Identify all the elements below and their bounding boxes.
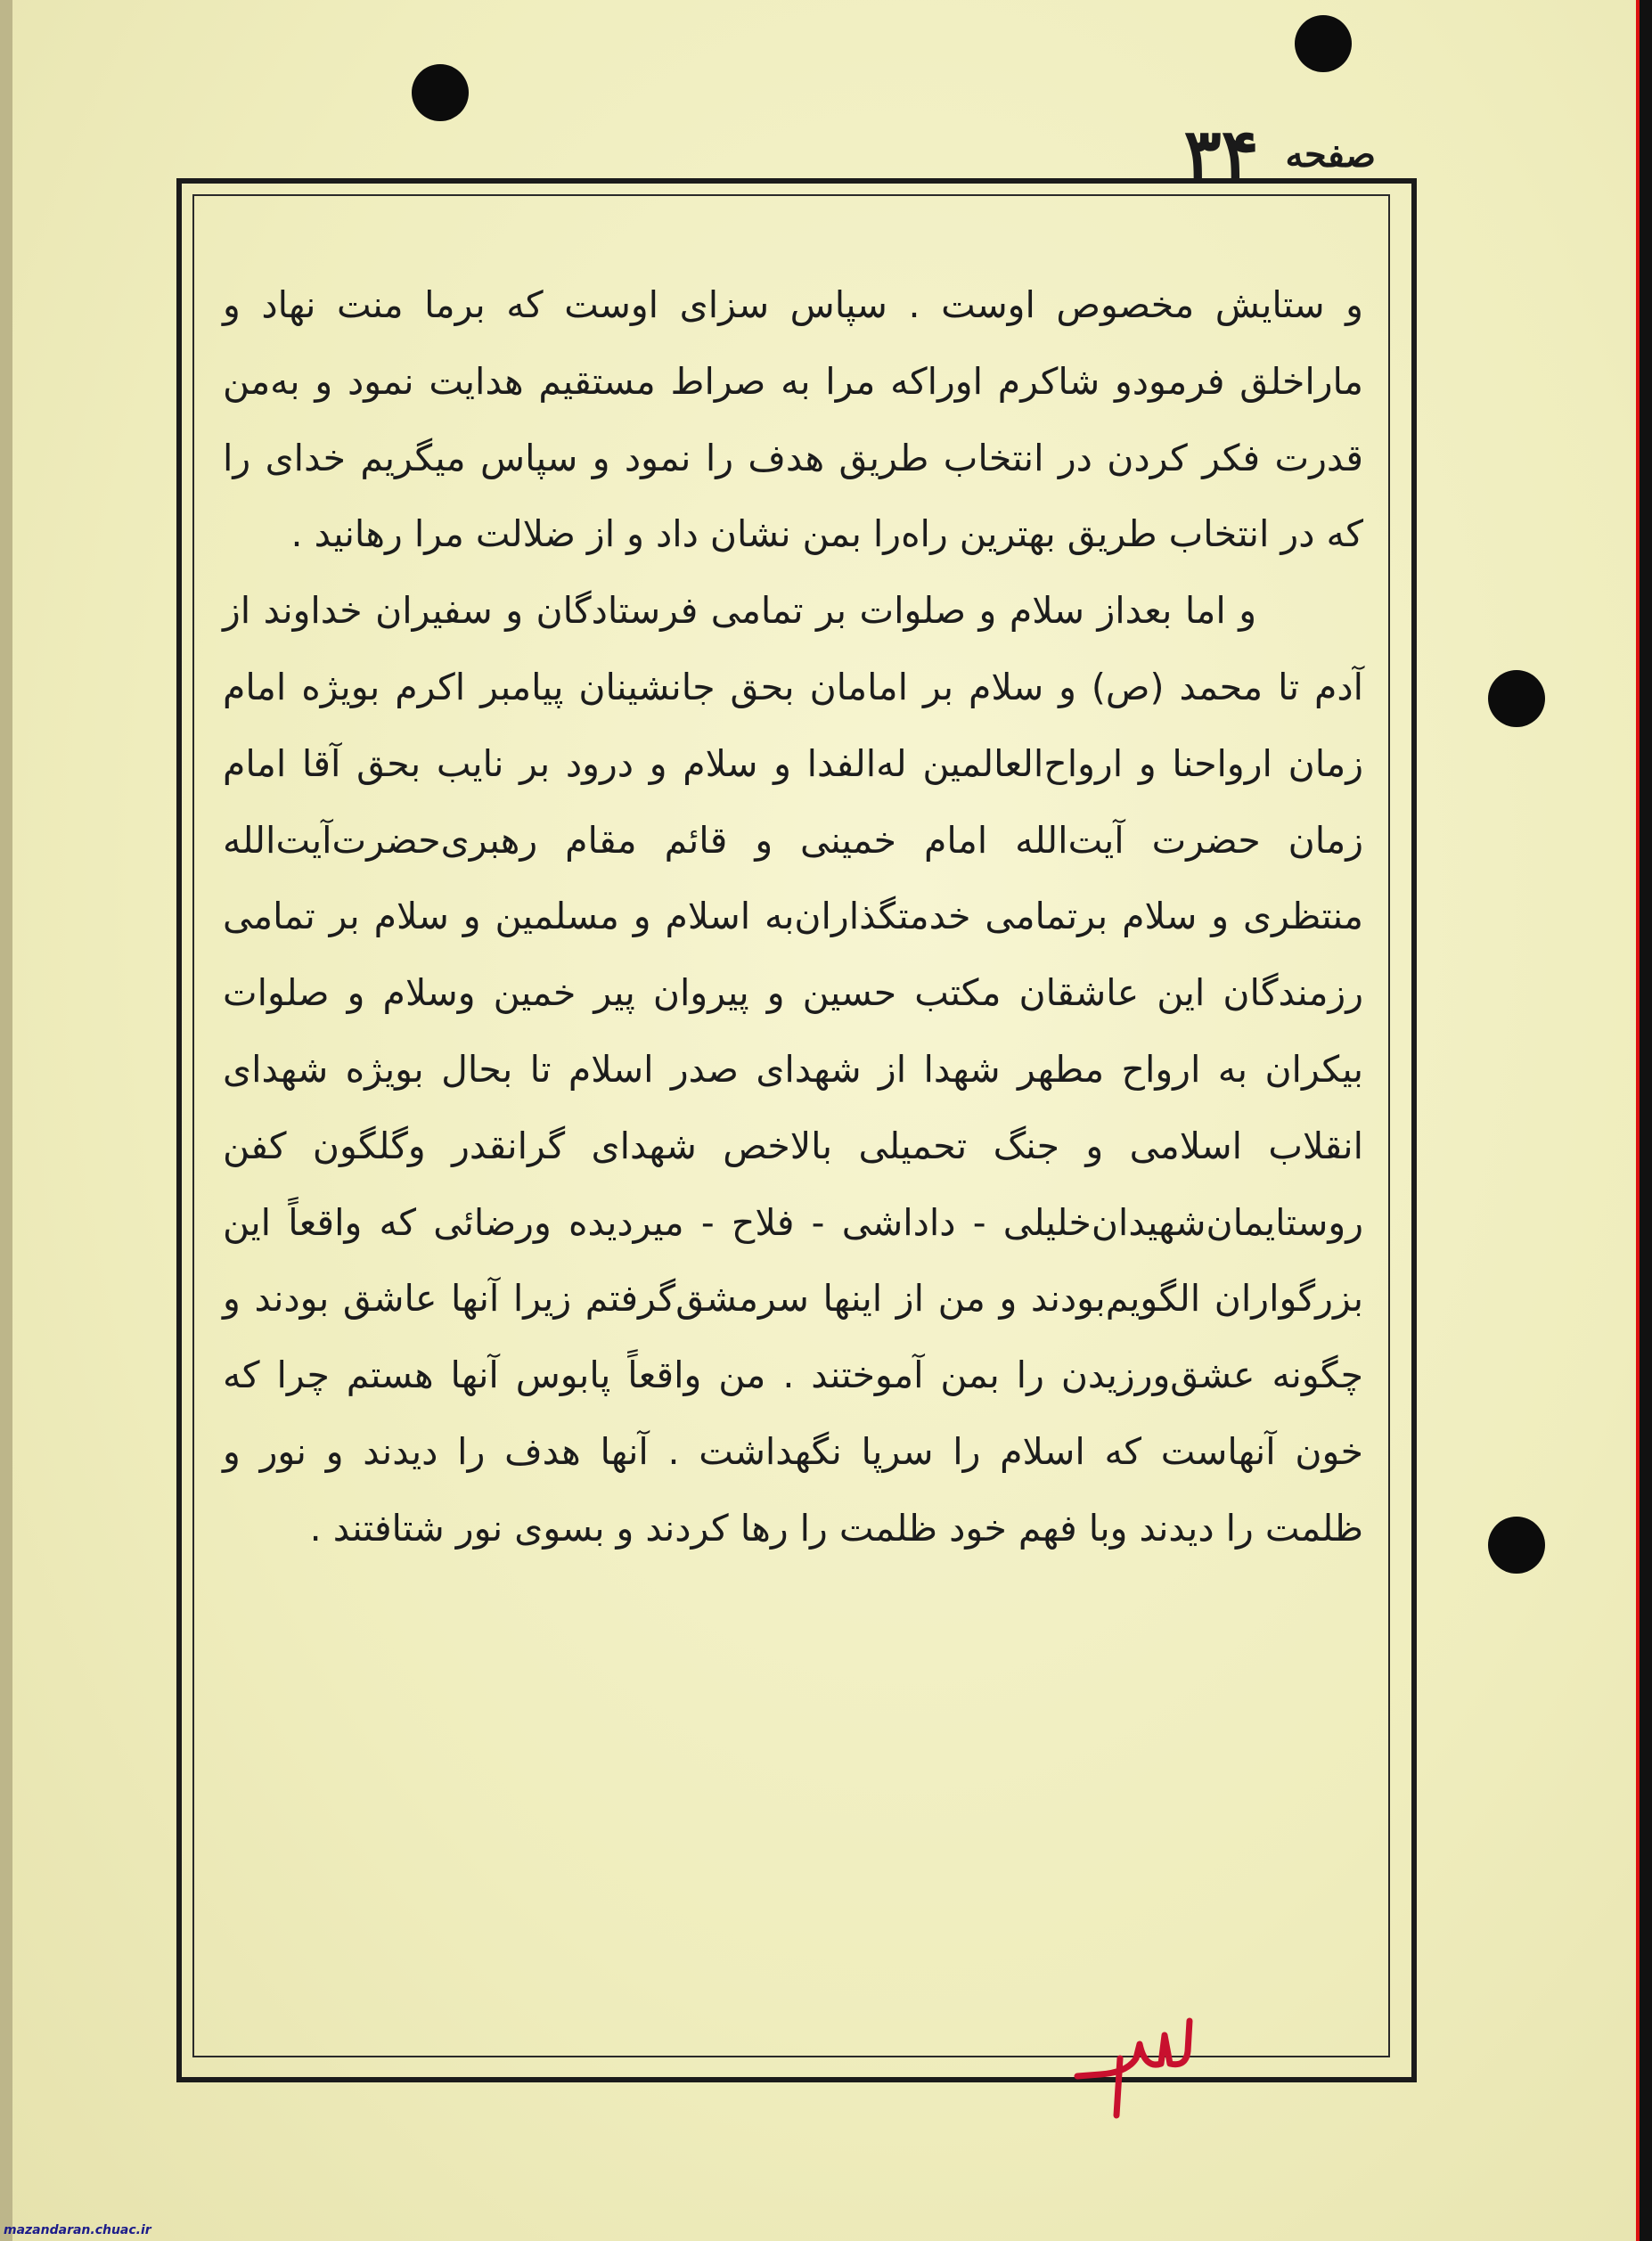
- document-body: [223, 267, 1363, 1567]
- page-label: صفحه: [1285, 133, 1376, 176]
- handwritten-number-glyph: [1065, 2005, 1207, 2121]
- punch-hole-top-right: [1295, 15, 1352, 72]
- punch-hole-right-lower: [1488, 1517, 1545, 1574]
- paragraph-1: و ستایش مخصوص اوست . سپاس سزای اوست که برما منت نهاد و ماراخلق فرمودو شاکرم اوراکه مرا به صراط مستقیم هدایت نمود و به‌من قدرت فکر کردن در انتخاب طریق هدف را نمود و سپاس میگریم خدای را که در انتخاب طریق بهترین راه‌را بمن نشان داد و از ضلالت مرا رهانید .: [223, 283, 1363, 556]
- punch-hole-top-left: [412, 64, 469, 121]
- paragraph-2: و اما بعداز سلام و صلوات بر تمامی فرستادگان و سفیران خداوند از آدم تا محمد (ص) و سلام بر امامان بحق جانشینان پیامبر اکرم بویژه امام زمان ارواحنا و ارواح‌العالمین له‌الفدا و سلام و درود بر نایب بحق آقا امام زمان حضرت آیت‌الله امام خمینی و قائم مقام رهبری‌حضرت‌آیت‌الله منتظری و سلام برتمامی خدمتگذاران‌به اسلام و مسلمین و سلام بر تمامی رزمندگان این عاشقان مکتب حسین و پیروان پیر خمین وسلام و صلوات بیکران به ارواح مطهر شهدا از شهدای صدر اسلام تا بحال بویژه شهدای انقلاب اسلامی و جنگ تحمیلی بالاخص شهدای گرانقدر وگلگون کفن روستایمان‌شهیدان‌خلیلی - داداشی - فلاح - میردیده ورضائی که واقعاً این بزرگواران الگویم‌بودند و من از اینها سرمشق‌گرفتم زیرا آنها عاشق بودند و چگونه عشق‌ورزیدن را بمن آموختند . من واقعاً پابوس آنها هستم چرا که خون آنهاست که اسلام را سرپا نگهداشت . آنها هدف را دیدند و نور و ظلمت را دیدند وبا فهم خود ظلمت را رها کردند و بسوی نور شتافتند .: [223, 589, 1363, 1550]
- punch-hole-right-upper: [1488, 670, 1545, 727]
- watermark-url: mazandaran.chuac.ir: [4, 2223, 151, 2237]
- handwritten-mark: [1065, 2005, 1207, 2121]
- scan-edge-right-red: [1636, 0, 1640, 2241]
- scan-edge-left: [0, 0, 12, 2241]
- scan-edge-right: [1640, 0, 1652, 2241]
- page-number: ۳۴: [1183, 113, 1259, 195]
